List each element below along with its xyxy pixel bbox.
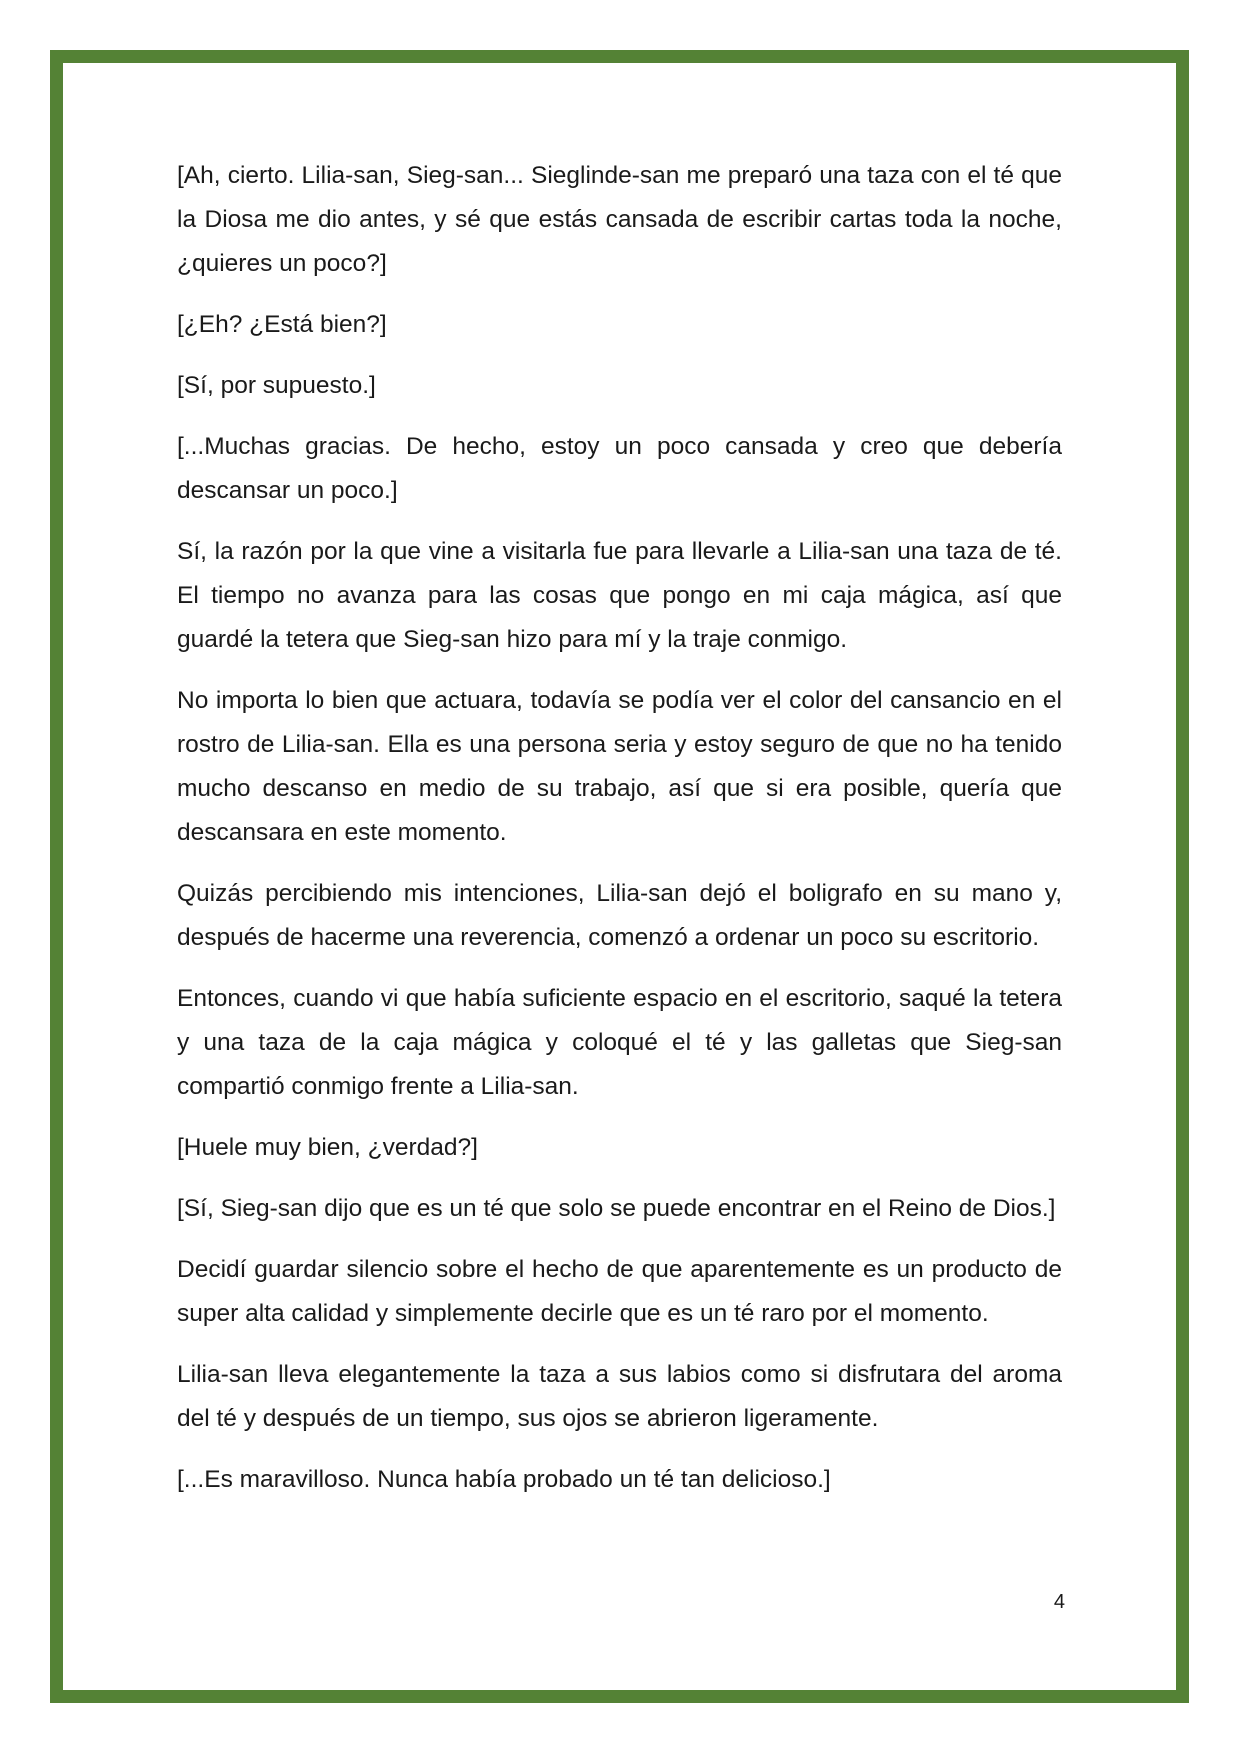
paragraph-9: [Huele muy bien, ¿verdad?] [177, 1134, 478, 1161]
paragraph-7: Quizás percibiendo mis intenciones, Lilia-san dejó el boligrafo en su mano y, después de hacerme una reverencia, comenzó a ordenar un poco su escritorio. [177, 880, 1062, 951]
document-body [177, 154, 1062, 1519]
paragraph-6: No importa lo bien que actuara, todavía se podía ver el color del cansancio en el rostro de Lilia-san. Ella es una persona seria y estoy seguro de que no ha tenido mucho descanso en medio de su trabajo, así que si era posible, quería que descansara en este momento. [177, 687, 1062, 846]
paragraph-2: [¿Eh? ¿Está bien?] [177, 311, 387, 338]
paragraph-10: [Sí, Sieg-san dijo que es un té que solo se puede encontrar en el Reino de Dios.] [177, 1195, 1056, 1222]
paragraph-3: [Sí, por supuesto.] [177, 372, 376, 399]
paragraph-13: [...Es maravilloso. Nunca había probado un té tan delicioso.] [177, 1466, 831, 1493]
paragraph-8: Entonces, cuando vi que había suficiente espacio en el escritorio, saqué la tetera y una taza de la caja mágica y coloqué el té y las galletas que Sieg-san compartió conmigo frente a Lilia-san. [177, 985, 1062, 1100]
paragraph-5: Sí, la razón por la que vine a visitarla fue para llevarle a Lilia-san una taza de té. El tiempo no avanza para las cosas que pongo en mi caja mágica, así que guardé la tetera que Sieg-san hizo para mí y la traje conmigo. [177, 538, 1062, 653]
paragraph-1: [Ah, cierto. Lilia-san, Sieg-san... Sieglinde-san me preparó una taza con el té que la Diosa me dio antes, y sé que estás cansada de escribir cartas toda la noche, ¿quieres un poco?] [177, 162, 1062, 277]
paragraph-4: [...Muchas gracias. De hecho, estoy un poco cansada y creo que debería descansar un poco.] [177, 433, 1062, 504]
paragraph-12: Lilia-san lleva elegantemente la taza a sus labios como si disfrutara del aroma del té y después de un tiempo, sus ojos se abrieron ligeramente. [177, 1361, 1062, 1432]
page-number: 4 [1053, 1591, 1065, 1613]
paragraph-11: Decidí guardar silencio sobre el hecho de que aparentemente es un producto de super alta calidad y simplemente decirle que es un té raro por el momento. [177, 1256, 1062, 1327]
